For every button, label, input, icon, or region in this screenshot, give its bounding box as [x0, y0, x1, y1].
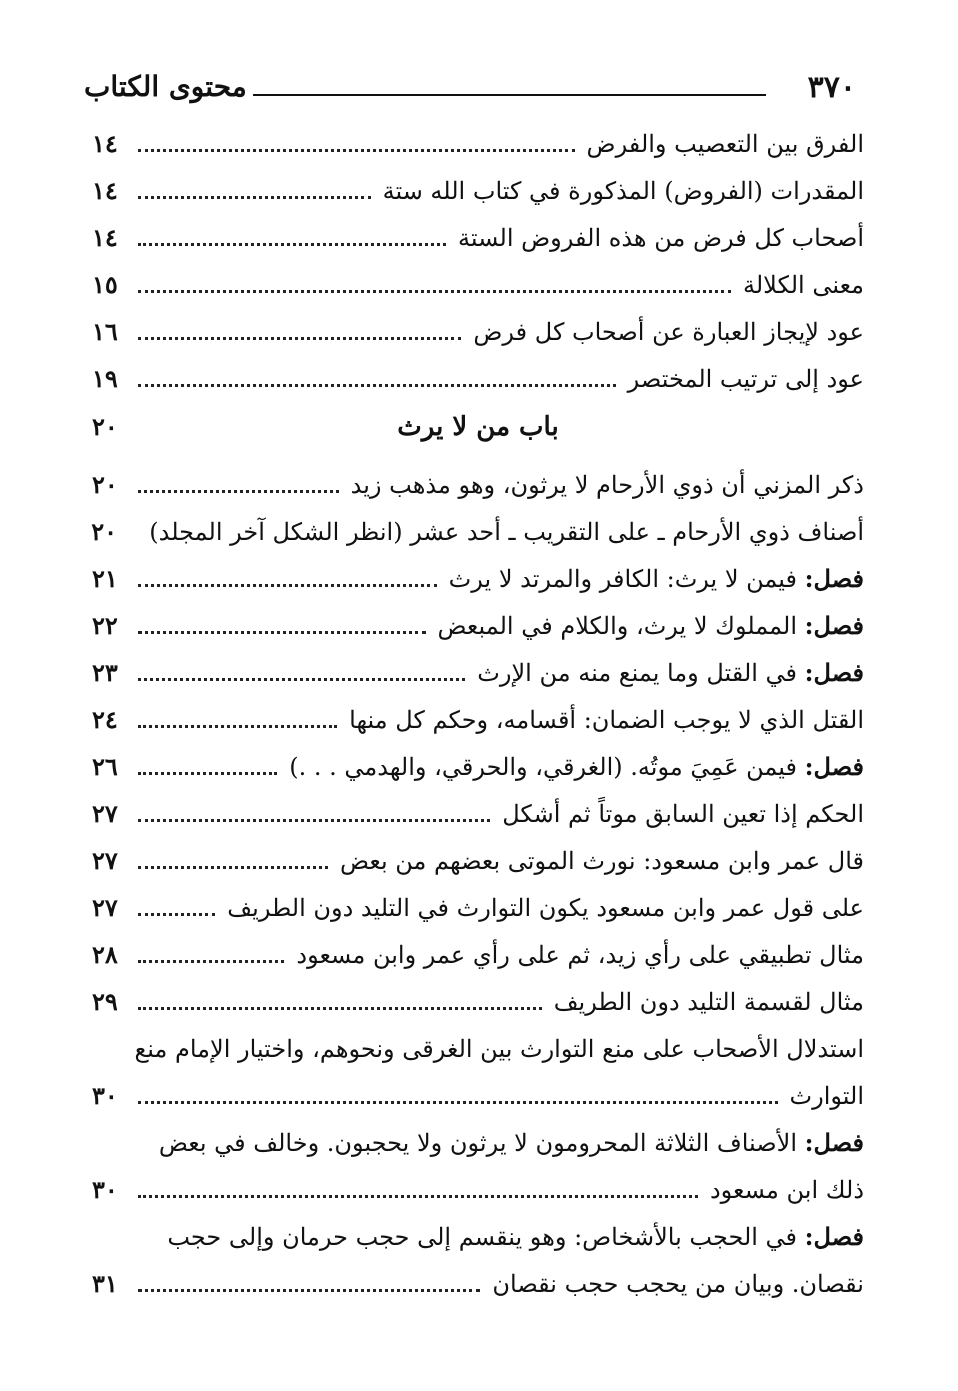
toc-entry[interactable]	[92, 167, 864, 214]
toc-entry-title: فيمن لا يرث: الكافر والمرتد لا يرث	[448, 565, 798, 593]
toc-entry[interactable]	[92, 1025, 864, 1119]
dot-leader	[138, 196, 371, 199]
dot-leader	[138, 243, 446, 246]
toc-entry[interactable]	[92, 555, 864, 602]
toc-entry[interactable]	[92, 1213, 864, 1307]
toc-entry-title: الحكم إذا تعين السابق موتاً ثم أشكل	[502, 799, 864, 828]
dot-leader	[138, 819, 490, 822]
running-title: محتوى الكتاب	[84, 70, 253, 103]
toc-entry-title: ذلك ابن مسعود	[709, 1175, 864, 1204]
toc-page-number: ١٤	[92, 129, 118, 158]
section-label: فصل:	[804, 611, 864, 640]
chapter-title: باب من لا يرث	[397, 412, 559, 442]
toc-page-number: ٢١	[92, 564, 118, 593]
dot-leader	[138, 1289, 480, 1292]
dot-leader	[138, 1007, 542, 1010]
toc-entry[interactable]	[92, 1119, 864, 1213]
dot-leader	[138, 725, 337, 728]
toc-entry-title: أصناف ذوي الأرحام ـ على التقريب ـ أحد عشر (انظر الشكل آخر المجلد)	[149, 517, 864, 546]
toc-entry[interactable]	[92, 602, 864, 649]
toc-entry-title: أصحاب كل فرض من هذه الفروض الستة	[458, 223, 864, 252]
toc-page-number: ٢٠	[92, 412, 118, 441]
header-rule	[224, 94, 766, 96]
dot-leader	[138, 384, 616, 387]
dot-leader	[138, 913, 215, 916]
page-number: ٣٧٠	[802, 70, 856, 105]
toc-entry[interactable]	[92, 120, 864, 167]
toc-page-number: ٢٣	[92, 658, 118, 687]
dot-leader	[138, 1101, 778, 1104]
section-label: فصل:	[804, 564, 864, 593]
toc-entry[interactable]	[92, 743, 864, 790]
toc-entry-title: المملوك لا يرث، والكلام في المبعض	[437, 612, 798, 640]
toc-entry-title: مثال لقسمة التليد دون الطريف	[553, 987, 864, 1016]
toc-page-number: ١٤	[92, 176, 118, 205]
toc-entry-title: الفرق بين التعصيب والفرض	[586, 129, 864, 158]
dot-leader	[138, 584, 437, 587]
toc-entry[interactable]	[92, 261, 864, 308]
toc-page-number: ١٥	[92, 270, 118, 299]
toc-entry-title: القتل الذي لا يوجب الضمان: أقسامه، وحكم كل منها	[349, 705, 864, 734]
section-label: فصل:	[804, 658, 864, 687]
toc-entry[interactable]	[92, 978, 864, 1025]
dot-leader	[138, 678, 465, 681]
dot-leader	[138, 149, 575, 152]
toc-entry-title: معنى الكلالة	[742, 270, 864, 299]
toc-page-number: ٢٧	[92, 846, 118, 875]
toc-entry[interactable]	[92, 461, 864, 508]
toc-entry-title: عود إلى ترتيب المختصر	[627, 364, 864, 393]
section-label: فصل:	[804, 1222, 864, 1251]
toc-page-number: ١٩	[92, 364, 118, 393]
toc-page-number: ٢٠	[92, 470, 118, 499]
toc-page-number: ٢٧	[92, 893, 118, 922]
dot-leader	[138, 490, 339, 493]
toc-entry-title: عود لإيجاز العبارة عن أصحاب كل فرض	[473, 317, 864, 346]
toc-page-number: ١٦	[92, 317, 118, 346]
page-header	[84, 70, 856, 116]
toc-page-number: ٢٠	[91, 517, 118, 546]
toc-page-number: ١٤	[92, 223, 118, 252]
toc-page-number: ٢٩	[92, 987, 118, 1016]
toc-entry[interactable]	[92, 308, 864, 355]
toc-entry[interactable]	[92, 508, 864, 555]
toc-entry-title: في القتل وما يمنع منه من الإرث	[477, 659, 798, 687]
toc-page-number: ٢٨	[92, 940, 118, 969]
toc-page-number: ٢٢	[92, 611, 118, 640]
toc-entry[interactable]	[92, 214, 864, 261]
dot-leader	[138, 631, 426, 634]
toc-entry-title: قال عمر وابن مسعود: نورث الموتى بعضهم من بعض	[339, 846, 864, 875]
toc-entry[interactable]	[92, 837, 864, 884]
section-label: فصل:	[804, 1128, 864, 1157]
toc-entry-title-line1: استدلال الأصحاب على منع التوارث بين الغرقى ونحوهم، واختيار الإمام منع	[134, 1034, 864, 1063]
toc-entry-title-line1: في الحجب بالأشخاص: وهو ينقسم إلى حجب حرمان وإلى حجب	[167, 1223, 798, 1251]
dot-leader	[138, 866, 328, 869]
toc-entry-title: فيمن عَمِيَ موتُه. (الغرقي، والحرقي، والهدمي . . .)	[289, 753, 798, 781]
toc-page-number: ٢٦	[92, 752, 118, 781]
toc-entry-title-line1: الأصناف الثلاثة المحرومون لا يرثون ولا يحجبون. وخالف في بعض	[158, 1129, 798, 1157]
dot-leader	[138, 290, 731, 293]
toc-entry-title: نقصان. وبيان من يحجب حجب نقصان	[492, 1269, 864, 1298]
toc-entry[interactable]	[92, 931, 864, 978]
dot-leader	[138, 337, 461, 340]
toc-entry-title: مثال تطبيقي على رأي زيد، ثم على رأي عمر وابن مسعود	[296, 940, 864, 969]
toc-entry[interactable]	[92, 884, 864, 931]
toc-page-number: ٢٧	[92, 799, 118, 828]
toc-entry-title: ذكر المزني أن ذوي الأرحام لا يرثون، وهو مذهب زيد	[350, 470, 864, 499]
toc-page-number: ٣٠	[92, 1175, 118, 1204]
table-of-contents	[92, 120, 864, 1307]
dot-leader	[138, 1195, 698, 1198]
toc-entry-title: على قول عمر وابن مسعود يكون التوارث في التليد دون الطريف	[227, 893, 864, 922]
dot-leader	[138, 772, 277, 775]
toc-chapter-heading[interactable]	[92, 402, 864, 461]
toc-entry[interactable]	[92, 790, 864, 837]
toc-entry-title: المقدرات (الفروض) المذكورة في كتاب الله ستة	[382, 176, 864, 205]
toc-entry[interactable]	[92, 355, 864, 402]
dot-leader	[138, 960, 284, 963]
toc-entry[interactable]	[92, 696, 864, 743]
section-label: فصل:	[804, 752, 864, 781]
toc-page-number: ٣١	[92, 1269, 118, 1298]
toc-page-number: ٢٤	[92, 705, 118, 734]
toc-page-number: ٣٠	[92, 1081, 118, 1110]
toc-entry-title: التوارث	[789, 1081, 864, 1110]
toc-entry[interactable]	[92, 649, 864, 696]
